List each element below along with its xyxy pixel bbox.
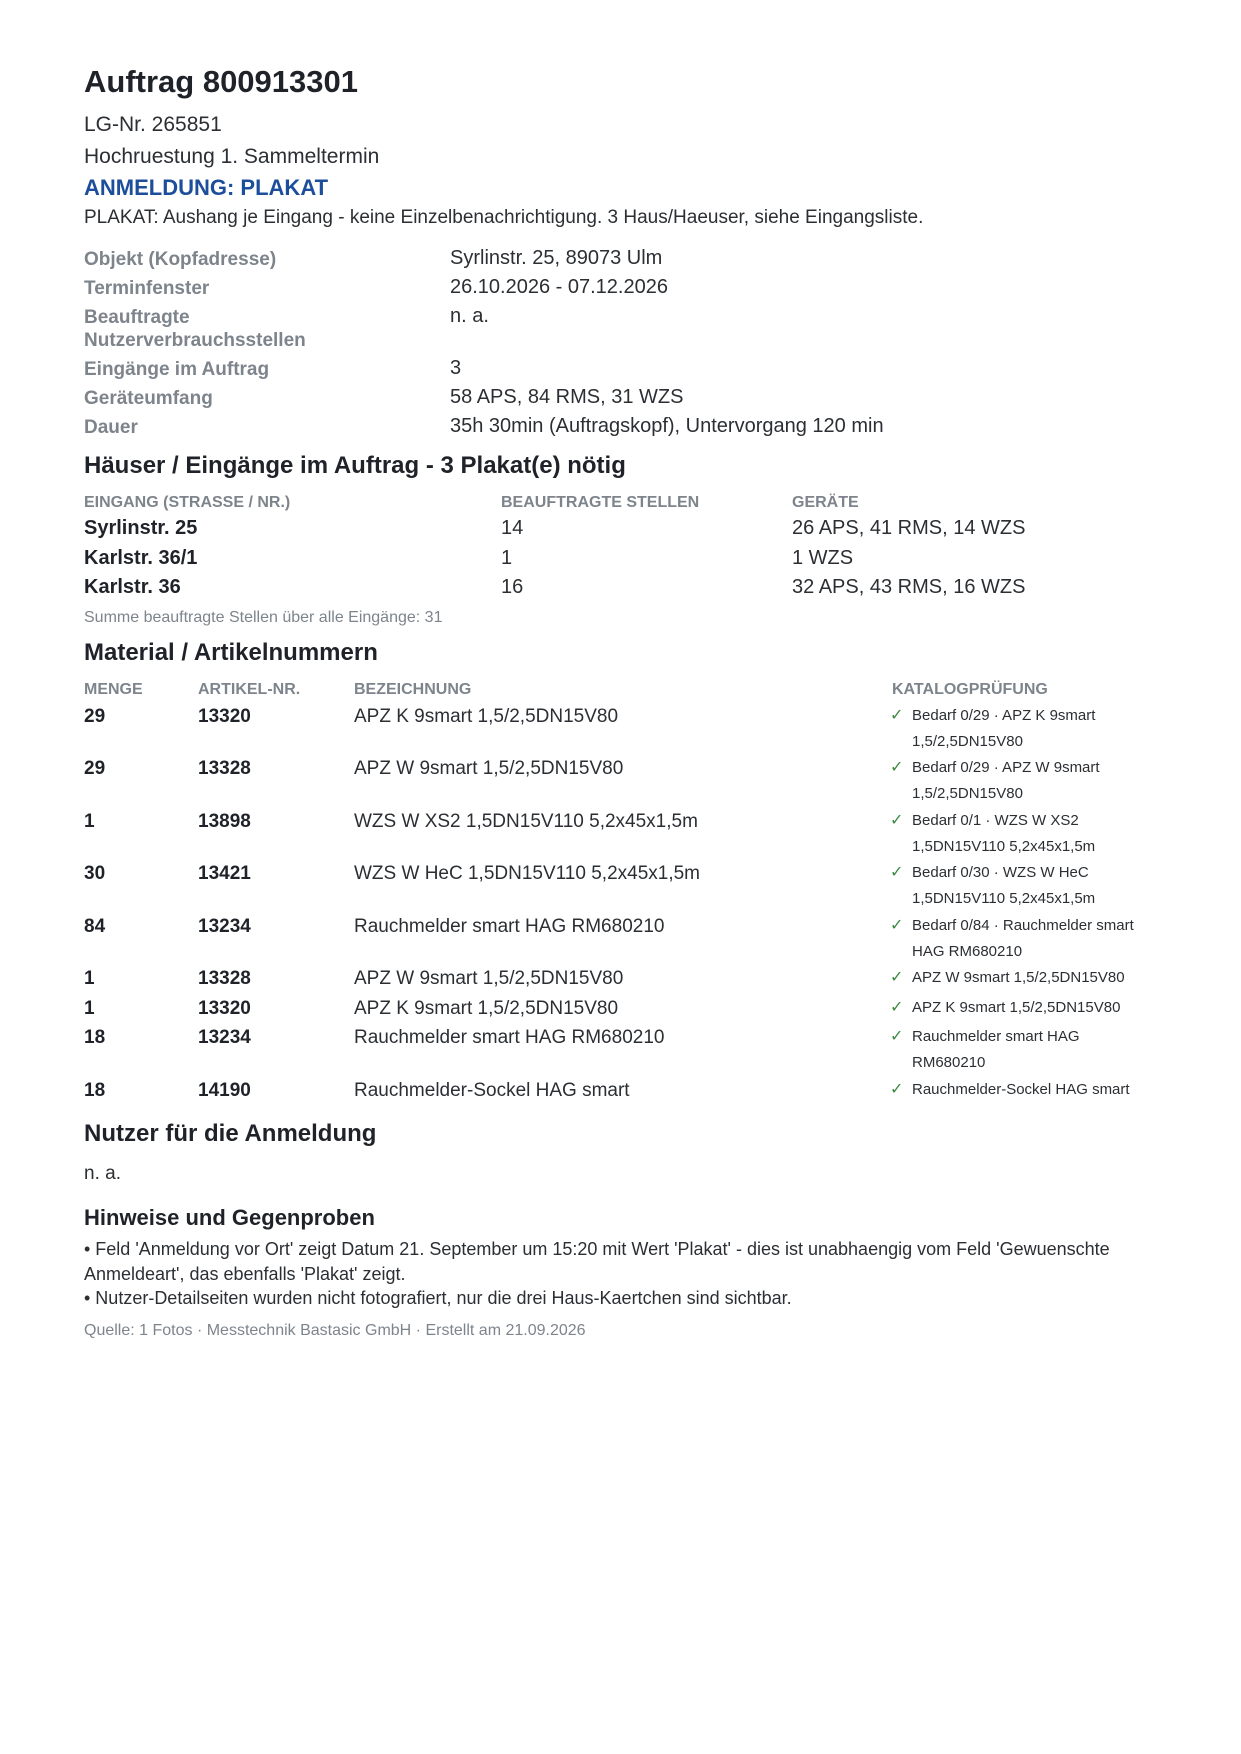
plakat-note: PLAKAT: Aushang je Eingang - keine Einzelbenachrichtigung. 3 Haus/Haeuser, siehe Eingangsliste.	[84, 207, 924, 228]
material-menge: 30	[84, 863, 106, 884]
katalog-check: ✓ APZ W 9smart 1,5/2,5DN15V80	[912, 965, 1152, 991]
detail-label: Objekt (Kopfadresse)	[84, 249, 277, 270]
material-bezeichnung: Rauchmelder smart HAG RM680210	[354, 1027, 665, 1048]
material-bezeichnung: APZ K 9smart 1,5/2,5DN15V80	[354, 706, 619, 727]
material-menge: 29	[84, 706, 106, 727]
material-bezeichnung: Rauchmelder-Sockel HAG smart	[354, 1080, 630, 1101]
material-menge: 1	[84, 998, 95, 1019]
check-icon: ✓	[890, 759, 904, 776]
section-title-haeuser: Häuser / Eingänge im Auftrag - 3 Plakat(e) nötig	[84, 452, 626, 479]
nutzer-value: n. a.	[84, 1163, 121, 1184]
material-bezeichnung: APZ W 9smart 1,5/2,5DN15V80	[354, 758, 624, 779]
document-footer: Quelle: 1 Fotos · Messtechnik Bastasic GmbH · Erstellt am 21.09.2026	[84, 1322, 586, 1339]
detail-value: 26.10.2026 - 07.12.2026	[450, 276, 668, 298]
material-menge: 1	[84, 811, 95, 832]
eingang-geraete: 32 APS, 43 RMS, 16 WZS	[792, 576, 1026, 598]
material-artikel: 13898	[198, 811, 251, 832]
section-title-hinweise: Hinweise und Gegenproben	[84, 1205, 375, 1230]
material-bezeichnung: WZS W XS2 1,5DN15V110 5,2x45x1,5m	[354, 811, 698, 832]
detail-value: Syrlinstr. 25, 89073 Ulm	[450, 247, 663, 269]
eingang-name: Syrlinstr. 25	[84, 517, 198, 539]
column-header: ARTIKEL-NR.	[198, 681, 301, 698]
summe-stellen: Summe beauftragte Stellen über alle Eingänge: 31	[84, 609, 443, 626]
column-header: MENGE	[84, 681, 143, 698]
katalog-check: ✓ Bedarf 0/29 · APZ K 9smart 1,5/2,5DN15V80	[912, 703, 1152, 755]
check-icon: ✓	[890, 1081, 904, 1098]
material-bezeichnung: Rauchmelder smart HAG RM680210	[354, 916, 665, 937]
anmeldung-type: ANMELDUNG: PLAKAT	[84, 175, 329, 200]
katalog-check: ✓ APZ K 9smart 1,5/2,5DN15V80	[912, 995, 1152, 1021]
eingang-stellen: 1	[501, 547, 513, 569]
katalog-check: ✓ Bedarf 0/1 · WZS W XS2 1,5DN15V110 5,2x45x1,5m	[912, 808, 1152, 860]
material-bezeichnung: APZ W 9smart 1,5/2,5DN15V80	[354, 968, 624, 989]
material-artikel: 13320	[198, 998, 251, 1019]
material-artikel: 14190	[198, 1080, 251, 1101]
page-title: Auftrag 800913301	[84, 64, 358, 99]
detail-value: 35h 30min (Auftragskopf), Untervorgang 120 min	[450, 415, 884, 437]
katalog-check: ✓ Bedarf 0/29 · APZ W 9smart 1,5/2,5DN15V80	[912, 755, 1152, 807]
check-icon: ✓	[890, 864, 904, 881]
katalog-check: ✓ Bedarf 0/84 · Rauchmelder smart HAG RM680210	[912, 913, 1152, 965]
eingang-geraete: 1 WZS	[792, 547, 854, 569]
material-artikel: 13320	[198, 706, 251, 727]
detail-label: Beauftragte Nutzerverbrauchsstellen	[84, 307, 306, 351]
detail-value: 58 APS, 84 RMS, 31 WZS	[450, 386, 684, 408]
check-icon: ✓	[890, 917, 904, 934]
material-artikel: 13328	[198, 968, 251, 989]
material-bezeichnung: APZ K 9smart 1,5/2,5DN15V80	[354, 998, 619, 1019]
material-artikel: 13234	[198, 1027, 251, 1048]
detail-value: n. a.	[450, 305, 489, 327]
check-icon: ✓	[890, 1028, 904, 1045]
material-bezeichnung: WZS W HeC 1,5DN15V110 5,2x45x1,5m	[354, 863, 701, 884]
hint-item: • Feld 'Anmeldung vor Ort' zeigt Datum 21. September um 15:20 mit Wert 'Plakat' - dies ist unabhaengig vom Feld 'Gewuenschte Anmeldeart', das ebenfalls 'Plakat' zeigt.	[84, 1239, 1110, 1284]
material-menge: 29	[84, 758, 106, 779]
katalog-check: ✓ Bedarf 0/30 · WZS W HeC 1,5DN15V110 5,2x45x1,5m	[912, 860, 1152, 912]
column-header: GERÄTE	[792, 494, 859, 511]
detail-label: Eingänge im Auftrag	[84, 359, 270, 380]
material-artikel: 13421	[198, 863, 251, 884]
column-header: EINGANG (STRASSE / NR.)	[84, 494, 291, 511]
section-title-nutzer: Nutzer für die Anmeldung	[84, 1120, 377, 1147]
material-menge: 18	[84, 1027, 106, 1048]
column-header: BEAUFTRAGTE STELLEN	[501, 494, 700, 511]
eingang-name: Karlstr. 36/1	[84, 547, 198, 569]
detail-label: Terminfenster	[84, 278, 210, 299]
eingang-name: Karlstr. 36	[84, 576, 181, 598]
check-icon: ✓	[890, 969, 904, 986]
check-icon: ✓	[890, 707, 904, 724]
material-artikel: 13328	[198, 758, 251, 779]
order-subtitle: Hochruestung 1. Sammeltermin	[84, 145, 380, 168]
column-header: BEZEICHNUNG	[354, 681, 472, 698]
material-menge: 1	[84, 968, 95, 989]
section-title-material: Material / Artikelnummern	[84, 639, 378, 666]
check-icon: ✓	[890, 999, 904, 1016]
material-menge: 18	[84, 1080, 106, 1101]
katalog-check: ✓ Rauchmelder smart HAG RM680210	[912, 1024, 1112, 1076]
eingang-stellen: 16	[501, 576, 524, 598]
detail-label: Geräteumfang	[84, 388, 213, 409]
eingang-stellen: 14	[501, 517, 524, 539]
detail-value: 3	[450, 357, 462, 379]
check-icon: ✓	[890, 812, 904, 829]
material-artikel: 13234	[198, 916, 251, 937]
katalog-check: ✓ Rauchmelder-Sockel HAG smart	[912, 1077, 1152, 1103]
column-header: KATALOGPRÜFUNG	[892, 681, 1048, 698]
hint-item: • Nutzer-Detailseiten wurden nicht fotografiert, nur die drei Haus-Kaertchen sind sichtbar.	[84, 1288, 792, 1308]
eingang-geraete: 26 APS, 41 RMS, 14 WZS	[792, 517, 1026, 539]
material-menge: 84	[84, 916, 106, 937]
lg-number: LG-Nr. 265851	[84, 113, 222, 136]
detail-label: Dauer	[84, 417, 138, 438]
